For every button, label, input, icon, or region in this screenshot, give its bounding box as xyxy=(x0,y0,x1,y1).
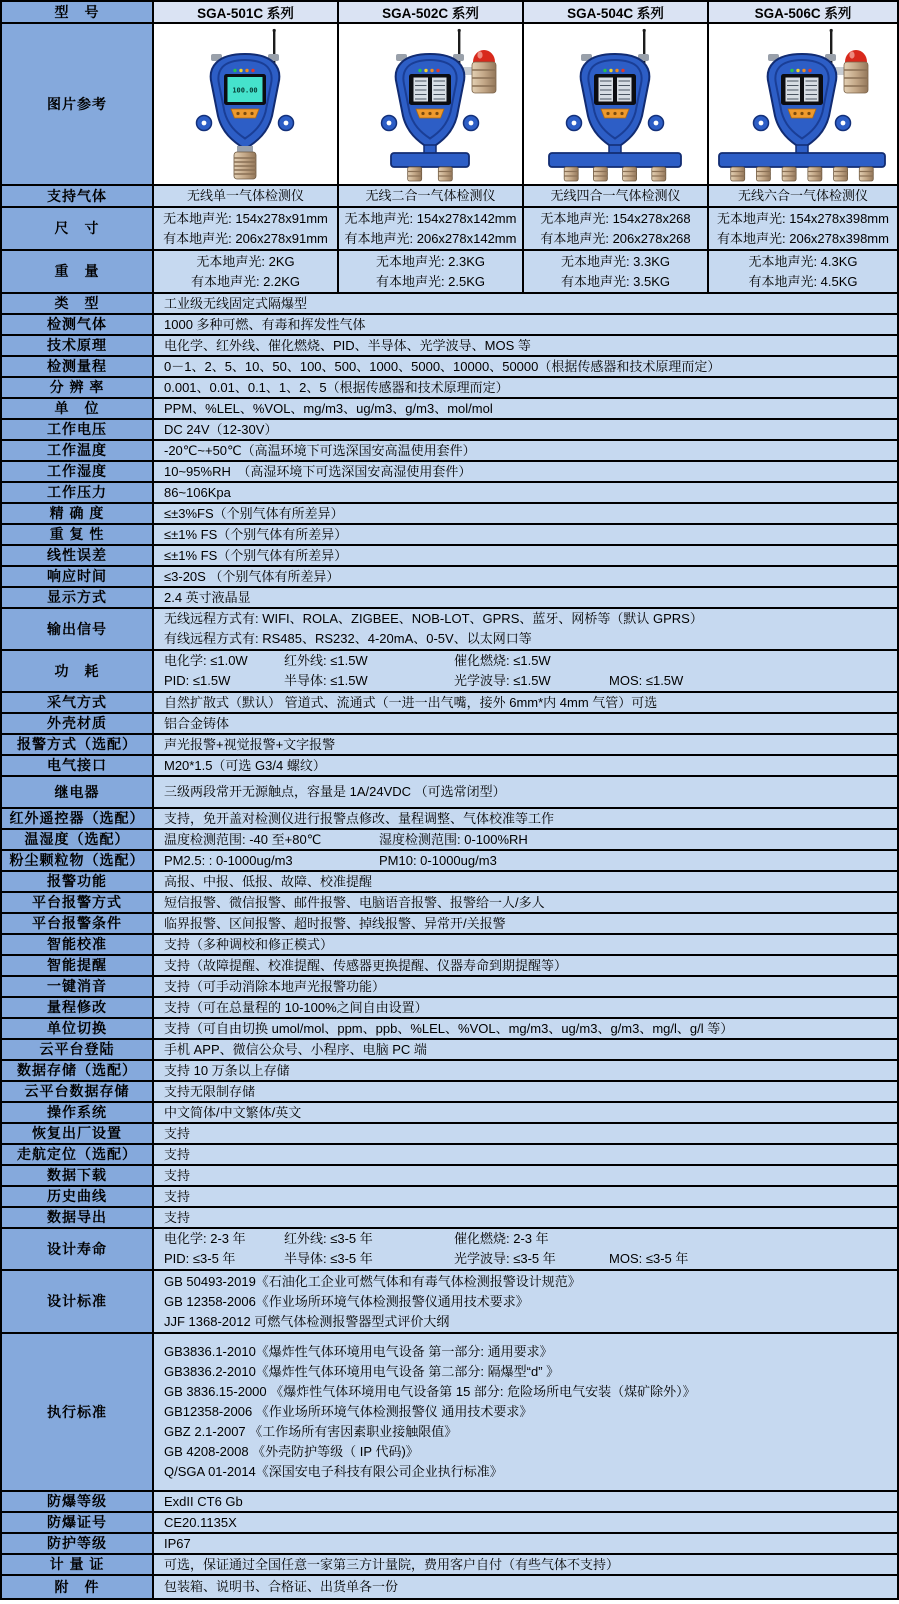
spec-value-cell xyxy=(154,1082,897,1101)
spec-value-line: GB 3836.15-2000 《爆炸性气体环境用电气设备第 15 部分: 危险场所电气安装（煤矿除外）》 xyxy=(164,1384,696,1399)
spec-value-cell xyxy=(154,546,897,565)
spec-row-label: 精 确 度 xyxy=(2,504,152,523)
spec-row-label: 线性误差 xyxy=(2,546,152,565)
spec-row-label: 执行标准 xyxy=(2,1334,152,1490)
spec-value-segment: 半导体: ≤1.5W xyxy=(284,673,368,688)
spec-row-label: 智能校准 xyxy=(2,935,152,954)
spec-value-segment: MOS: ≤3-5 年 xyxy=(609,1251,689,1266)
spec-value-line: 支持 xyxy=(164,1146,191,1162)
spec-value-line: -20℃~+50℃（高温环境下可选深国安高温使用套件） xyxy=(164,442,476,458)
spec-value-line: 支持 xyxy=(164,1167,191,1183)
spec-value-cell xyxy=(154,399,897,418)
spec-value-cell xyxy=(154,956,897,975)
buttons xyxy=(788,109,816,118)
spec-value-line: 无本地声光: 4.3KG xyxy=(748,253,858,269)
spec-row-label: 工作电压 xyxy=(2,420,152,439)
alarm-beacon-icon xyxy=(463,50,496,93)
spec-value-line: 无线远程方式有: WIFI、ROLA、ZIGBEE、NOB-LOT、GPRS、蓝牙、网桥等（默认 GPRS） xyxy=(164,611,703,626)
spec-value-line: IP67 xyxy=(164,1535,191,1551)
spec-value-cell xyxy=(154,1271,897,1332)
spec-value-cell xyxy=(524,251,707,292)
spec-row-label: 平台报警方式 xyxy=(2,893,152,912)
spec-value-line: 无本地声光: 154x278x398mm xyxy=(717,210,889,226)
sensor-head xyxy=(622,167,636,181)
spec-value-segment: 催化燃烧: ≤1.5W xyxy=(454,653,551,668)
spec-value-line: 无线六合一气体检测仪 xyxy=(737,188,868,203)
spec-value-line xyxy=(154,1249,897,1269)
sensor-head xyxy=(756,167,770,181)
spec-value-cell xyxy=(154,315,897,334)
spec-value-cell xyxy=(154,1334,897,1490)
manifold xyxy=(391,153,469,167)
spec-value-cell xyxy=(154,378,897,397)
spec-value-segment: 电化学: ≤1.0W xyxy=(164,653,248,668)
spec-row-label: 计 量 证 xyxy=(2,1555,152,1574)
spec-row-label: 设计标准 xyxy=(2,1271,152,1332)
spec-row-label: 分 辨 率 xyxy=(2,378,152,397)
alarm-beacon-icon xyxy=(835,50,868,93)
spec-value-cell xyxy=(154,1166,897,1185)
sensor-head xyxy=(438,167,452,181)
spec-value-cell xyxy=(154,1145,897,1164)
spec-value-cell xyxy=(154,504,897,523)
spec-row-label: 走航定位（选配） xyxy=(2,1145,152,1164)
spec-value-cell xyxy=(154,714,897,733)
spec-value-cell xyxy=(154,756,897,775)
spec-value-line xyxy=(154,851,897,870)
spec-value-line: 86~106Kpa xyxy=(164,484,231,500)
spec-row-label: 工作压力 xyxy=(2,483,152,502)
spec-value-line: ≤±1% FS（个别气体有所差异） xyxy=(164,526,348,542)
spec-value-segment: 湿度检测范围: 0-100%RH xyxy=(379,831,528,847)
spec-value-line: 可选，保证通过全国任意一家第三方计量院，费用客户自付（有些气体不支持） xyxy=(164,1556,620,1572)
spec-value-cell xyxy=(154,1576,897,1598)
spec-value-cell xyxy=(154,1187,897,1206)
spec-row-label: 数据存储（选配） xyxy=(2,1061,152,1080)
spec-row-label: 设计寿命 xyxy=(2,1229,152,1269)
spec-row-label: 粉尘颗粒物（选配） xyxy=(2,851,152,870)
spec-value-line: 无线四合一气体检测仪 xyxy=(550,188,681,203)
spec-value-line: 临界报警、区间报警、超时报警、掉线报警、异常开/关报警 xyxy=(164,915,506,931)
product-image-cell-sga-502c xyxy=(339,24,522,184)
spec-row-label: 报警方式（选配） xyxy=(2,735,152,754)
spec-row-label: 功 耗 xyxy=(2,651,152,691)
spec-value-cell xyxy=(154,208,337,249)
spec-value-cell xyxy=(709,251,897,292)
spec-row-label: 防护等级 xyxy=(2,1534,152,1553)
spec-value-line: 有本地声光: 206x278x91mm xyxy=(163,230,328,246)
spec-row-label: 重 量 xyxy=(2,251,152,292)
spec-value-line: 无本地声光: 154x278x91mm xyxy=(163,210,328,226)
spec-value-cell xyxy=(709,208,897,249)
sensor-head xyxy=(407,167,421,181)
spec-row-label: 恢复出厂设置 xyxy=(2,1124,152,1143)
model-header-sga-502c: SGA-502C 系列 xyxy=(339,2,522,22)
sensor-head xyxy=(651,167,665,181)
spec-value-cell xyxy=(339,208,522,249)
product-image-cell-sga-506c xyxy=(709,24,897,184)
spec-row-label: 操作系统 xyxy=(2,1103,152,1122)
spec-value-cell xyxy=(154,777,897,807)
spec-row-label: 平台报警条件 xyxy=(2,914,152,933)
spec-row-label: 云平台数据存储 xyxy=(2,1082,152,1101)
spec-value-cell xyxy=(154,1103,897,1122)
spec-value-line: 包装箱、说明书、合格证、出货单各一份 xyxy=(164,1579,399,1594)
spec-value-segment: 温度检测范围: -40 至+80℃ xyxy=(164,831,322,847)
spec-value-segment: PM2.5: : 0-1000ug/m3 xyxy=(164,852,293,868)
spec-value-line: 无本地声光: 2KG xyxy=(196,253,295,269)
spec-value-cell xyxy=(524,208,707,249)
spec-value-line: ≤±3%FS（个别气体有所差异） xyxy=(164,505,344,521)
model-header-sga-501c: SGA-501C 系列 xyxy=(154,2,337,22)
spec-value-cell xyxy=(339,251,522,292)
spec-value-line: 支持（可自由切换 umol/mol、ppm、ppb、%LEL、%VOL、mg/m3、ug/m3、g/m3、mg/l、g/l 等） xyxy=(164,1020,734,1036)
sensor-head xyxy=(731,167,745,181)
spec-value-line xyxy=(154,651,897,671)
spec-value-line: GB 50493-2019《石油化工企业可燃气体和有毒气体检测报警设计规范》 xyxy=(164,1273,581,1289)
screen-reading: 100.00 xyxy=(231,86,258,95)
spec-value-line: 2.4 英寸液晶显 xyxy=(164,589,251,605)
sensor-head xyxy=(234,146,256,179)
spec-value-segment: MOS: ≤1.5W xyxy=(609,673,684,688)
spec-value-cell xyxy=(154,567,897,586)
spec-value-cell xyxy=(154,483,897,502)
spec-value-segment: PID: ≤3-5 年 xyxy=(164,1251,236,1266)
spec-value-segment: 电化学: 2-3 年 xyxy=(164,1231,246,1246)
spec-value-line: 1000 多种可燃、有毒和挥发性气体 xyxy=(164,316,366,332)
spec-value-cell xyxy=(154,1019,897,1038)
spec-value-cell xyxy=(154,525,897,544)
spec-value-cell xyxy=(154,420,897,439)
spec-row-label: 附 件 xyxy=(2,1576,152,1598)
spec-value-cell xyxy=(154,1124,897,1143)
spec-row-label: 检测气体 xyxy=(2,315,152,334)
spec-row-label: 支持气体 xyxy=(2,186,152,206)
spec-row-label: 输出信号 xyxy=(2,609,152,649)
sensor-head xyxy=(564,167,578,181)
spec-value-cell xyxy=(154,830,897,849)
spec-value-cell xyxy=(154,809,897,828)
buttons xyxy=(416,109,444,118)
sensor-head xyxy=(593,167,607,181)
spec-row-label: 技术原理 xyxy=(2,336,152,355)
spec-row-label: 防爆证号 xyxy=(2,1513,152,1532)
spec-value-line: GB3836.1-2010《爆炸性气体环境用电气设备 第一部分: 通用要求》 xyxy=(164,1344,553,1359)
spec-value-cell xyxy=(154,294,897,313)
spec-value-line: 10~95%RH （高湿环境下可选深国安高湿使用套件） xyxy=(164,463,472,479)
spec-value-cell xyxy=(154,998,897,1017)
spec-value-line: 有本地声光: 206x278x142mm xyxy=(344,230,517,246)
manifold xyxy=(549,153,681,167)
spec-row-label: 采气方式 xyxy=(2,693,152,712)
spec-row-label: 智能提醒 xyxy=(2,956,152,975)
spec-value-cell xyxy=(154,851,897,870)
sensor-head xyxy=(834,167,848,181)
spec-value-cell xyxy=(154,588,897,607)
spec-value-line: 支持（多种调校和修正模式） xyxy=(164,936,334,952)
product-image-cell-sga-501c xyxy=(154,24,337,184)
spec-value-line: 无线二合一气体检测仪 xyxy=(365,188,496,203)
spec-value-cell xyxy=(154,251,337,292)
spec-row-label: 单 位 xyxy=(2,399,152,418)
spec-value-line: 有本地声光: 2.5KG xyxy=(375,273,486,289)
spec-value-line: GB 12358-2006《作业场所环境气体检测报警仪通用技术要求》 xyxy=(164,1293,529,1309)
spec-value-line: 支持无限制存储 xyxy=(164,1083,256,1099)
spec-row-label: 量程修改 xyxy=(2,998,152,1017)
spec-value-line: 有本地声光: 2.2KG xyxy=(190,273,301,289)
spec-row-label: 检测量程 xyxy=(2,357,152,376)
detector-illustration-sga-506c xyxy=(712,26,894,182)
spec-row-label: 显示方式 xyxy=(2,588,152,607)
spec-value-cell xyxy=(154,1040,897,1059)
spec-value-line xyxy=(154,1229,897,1249)
spec-row-label: 重 复 性 xyxy=(2,525,152,544)
spec-row-label: 数据下载 xyxy=(2,1166,152,1185)
spec-value-line: 支持（故障提醒、校准提醒、传感器更换提醒、仪器寿命到期提醒等） xyxy=(164,957,568,973)
spec-row-label: 一键消音 xyxy=(2,977,152,996)
spec-value-line: M20*1.5（可选 G3/4 螺纹） xyxy=(164,757,326,773)
spec-value-line: 支持（可手动消除本地声光报警功能） xyxy=(164,978,386,994)
spec-value-cell xyxy=(154,1534,897,1553)
spec-value-cell xyxy=(154,1229,897,1269)
spec-value-line: 手机 APP、微信公众号、小程序、电脑 PC 端 xyxy=(164,1041,427,1057)
spec-value-segment: 红外线: ≤3-5 年 xyxy=(284,1231,373,1246)
spec-value-line: 无本地声光: 3.3KG xyxy=(560,253,671,269)
image-row-label: 图片参考 xyxy=(2,24,152,184)
spec-value-line: 声光报警+视觉报警+文字报警 xyxy=(164,736,336,752)
spec-value-line: ExdII CT6 Gb xyxy=(164,1493,243,1509)
spec-value-segment: 半导体: ≤3-5 年 xyxy=(284,1251,373,1266)
manifold xyxy=(719,153,885,167)
spec-value-line: 工业级无线固定式隔爆型 xyxy=(164,295,308,311)
spec-row-label: 尺 寸 xyxy=(2,208,152,249)
model-header-sga-504c: SGA-504C 系列 xyxy=(524,2,707,22)
spec-value-line: 电化学、红外线、催化燃烧、PID、半导体、光学波导、MOS 等 xyxy=(164,337,531,353)
spec-value-segment: 光学波导: ≤1.5W xyxy=(454,673,551,688)
spec-row-label: 工作湿度 xyxy=(2,462,152,481)
spec-value-cell xyxy=(154,914,897,933)
spec-value-cell xyxy=(154,651,897,691)
product-image-cell-sga-504c xyxy=(524,24,707,184)
spec-row-label: 防爆等级 xyxy=(2,1492,152,1511)
spec-value-cell xyxy=(154,1492,897,1511)
sensor-head xyxy=(782,167,796,181)
spec-value-line xyxy=(154,830,897,849)
spec-value-line: 支持，免开盖对检测仪进行报警点修改、量程调整、气体校准等工作 xyxy=(164,810,555,826)
spec-value-line: 0.001、0.01、0.1、1、2、5（根据传感器和技术原理而定） xyxy=(164,379,509,395)
detector-illustration-sga-502c xyxy=(340,26,522,182)
sensor-head xyxy=(859,167,873,181)
spec-value-line: Q/SGA 01-2014《深国安电子科技有限公司企业执行标准》 xyxy=(164,1464,503,1479)
spec-row-label: 响应时间 xyxy=(2,567,152,586)
spec-value-line: 支持 10 万条以上存储 xyxy=(164,1062,290,1078)
spec-value-line: PPM、%LEL、%VOL、mg/m3、ug/m3、g/m3、mol/mol xyxy=(164,400,493,416)
spec-value-line: 无本地声光: 154x278x142mm xyxy=(344,210,517,226)
spec-value-segment: PID: ≤1.5W xyxy=(164,673,231,688)
spec-value-cell xyxy=(154,735,897,754)
spec-row-label: 单位切换 xyxy=(2,1019,152,1038)
spec-value-line: 有本地声光: 3.5KG xyxy=(560,273,671,289)
spec-row-label: 类 型 xyxy=(2,294,152,313)
spec-row-label: 历史曲线 xyxy=(2,1187,152,1206)
spec-value-line: 自然扩散式（默认） 管道式、流通式（一进一出气嘴，接外 6mm*内 4mm 气管）可选 xyxy=(164,694,658,710)
spec-value-cell xyxy=(154,1061,897,1080)
spec-row-label: 电气接口 xyxy=(2,756,152,775)
spec-value-cell xyxy=(154,441,897,460)
spec-value-line: 有本地声光: 206x278x268 xyxy=(540,230,691,246)
spec-value-line xyxy=(154,671,897,691)
spec-value-line: 三级两段常开无源触点，容量是 1A/24VDC （可选常闭型） xyxy=(164,784,506,799)
spec-value-segment: 光学波导: ≤3-5 年 xyxy=(454,1251,556,1266)
spec-row-label: 红外遥控器（选配） xyxy=(2,809,152,828)
model-header-sga-506c: SGA-506C 系列 xyxy=(709,2,897,22)
spec-row-label: 外壳材质 xyxy=(2,714,152,733)
spec-value-line: 支持（可在总量程的 10-100%之间自由设置） xyxy=(164,999,428,1015)
spec-value-line: 无本地声光: 2.3KG xyxy=(375,253,486,269)
spec-row-label: 报警功能 xyxy=(2,872,152,891)
spec-value-cell xyxy=(154,186,337,206)
spec-value-cell xyxy=(154,1555,897,1574)
spec-value-line: 支持 xyxy=(164,1188,191,1204)
spec-value-line: GB 4208-2008 《外壳防护等级（ IP 代码)》 xyxy=(164,1444,419,1459)
spec-value-cell xyxy=(154,893,897,912)
spec-value-cell xyxy=(524,186,707,206)
spec-value-line: GB12358-2006 《作业场所环境气体检测报警仪 通用技术要求》 xyxy=(164,1404,533,1419)
spec-value-line: 有线远程方式有: RS485、RS232、4-20mA、0-5V、以太网口等 xyxy=(164,631,532,646)
spec-value-segment: PM10: 0-1000ug/m3 xyxy=(379,852,497,868)
spec-value-line: ≤3-20S （个别气体有所差异） xyxy=(164,568,340,584)
spec-value-line: 支持 xyxy=(164,1125,191,1141)
spec-value-cell xyxy=(154,462,897,481)
spec-value-cell xyxy=(154,336,897,355)
buttons xyxy=(231,109,259,118)
spec-value-cell xyxy=(154,357,897,376)
spec-row-label: 云平台登陆 xyxy=(2,1040,152,1059)
spec-value-line: 短信报警、微信报警、邮件报警、电脑语音报警、报警给一人/多人 xyxy=(164,894,545,910)
spec-value-line: CE20.1135X xyxy=(164,1514,237,1530)
spec-value-cell xyxy=(154,1208,897,1227)
spec-row-label: 数据导出 xyxy=(2,1208,152,1227)
spec-row-label: 温湿度（选配） xyxy=(2,830,152,849)
detector-illustration-sga-504c xyxy=(525,26,707,182)
spec-value-line: 铝合金铸体 xyxy=(164,715,230,731)
spec-value-segment: 红外线: ≤1.5W xyxy=(284,653,368,668)
spec-value-cell xyxy=(154,1513,897,1532)
spec-value-line: 支持 xyxy=(164,1209,191,1225)
detector-illustration-sga-501c xyxy=(155,26,337,182)
spec-value-cell xyxy=(339,186,522,206)
sensor-head xyxy=(808,167,822,181)
spec-value-cell xyxy=(709,186,897,206)
spec-value-line: 0－1、2、5、10、50、100、500、1000、5000、10000、50000（根据传感器和技术原理而定） xyxy=(164,358,721,374)
spec-value-line: GBZ 2.1-2007 《工作场所有害因素职业接触限值》 xyxy=(164,1424,458,1439)
spec-value-cell xyxy=(154,609,897,649)
spec-value-line: ≤±1% FS（个别气体有所差异） xyxy=(164,547,348,563)
spec-value-cell xyxy=(154,872,897,891)
spec-value-line: 中文简体/中文繁体/英文 xyxy=(164,1104,302,1120)
spec-value-line: 无本地声光: 154x278x268 xyxy=(540,210,691,226)
spec-value-line: 有本地声光: 206x278x398mm xyxy=(717,230,889,246)
spec-value-line: 高报、中报、低报、故障、校准提醒 xyxy=(164,873,373,889)
spec-value-line: GB3836.2-2010《爆炸性气体环境用电气设备 第二部分: 隔爆型“d” 》 xyxy=(164,1364,560,1379)
spec-value-line: 有本地声光: 4.5KG xyxy=(748,273,858,289)
spec-value-line: 无线单一气体检测仪 xyxy=(186,188,304,203)
buttons xyxy=(601,109,629,118)
spec-value-segment: 催化燃烧: 2-3 年 xyxy=(454,1231,549,1246)
spec-value-cell xyxy=(154,693,897,712)
spec-value-cell xyxy=(154,935,897,954)
spec-value-line: DC 24V（12-30V） xyxy=(164,421,278,437)
spec-value-line: JJF 1368-2012 可燃气体检测报警器型式评价大纲 xyxy=(164,1313,450,1329)
spec-row-label: 工作温度 xyxy=(2,441,152,460)
spec-value-cell xyxy=(154,977,897,996)
spec-row-label: 继电器 xyxy=(2,777,152,807)
model-row-label: 型 号 xyxy=(2,2,152,22)
